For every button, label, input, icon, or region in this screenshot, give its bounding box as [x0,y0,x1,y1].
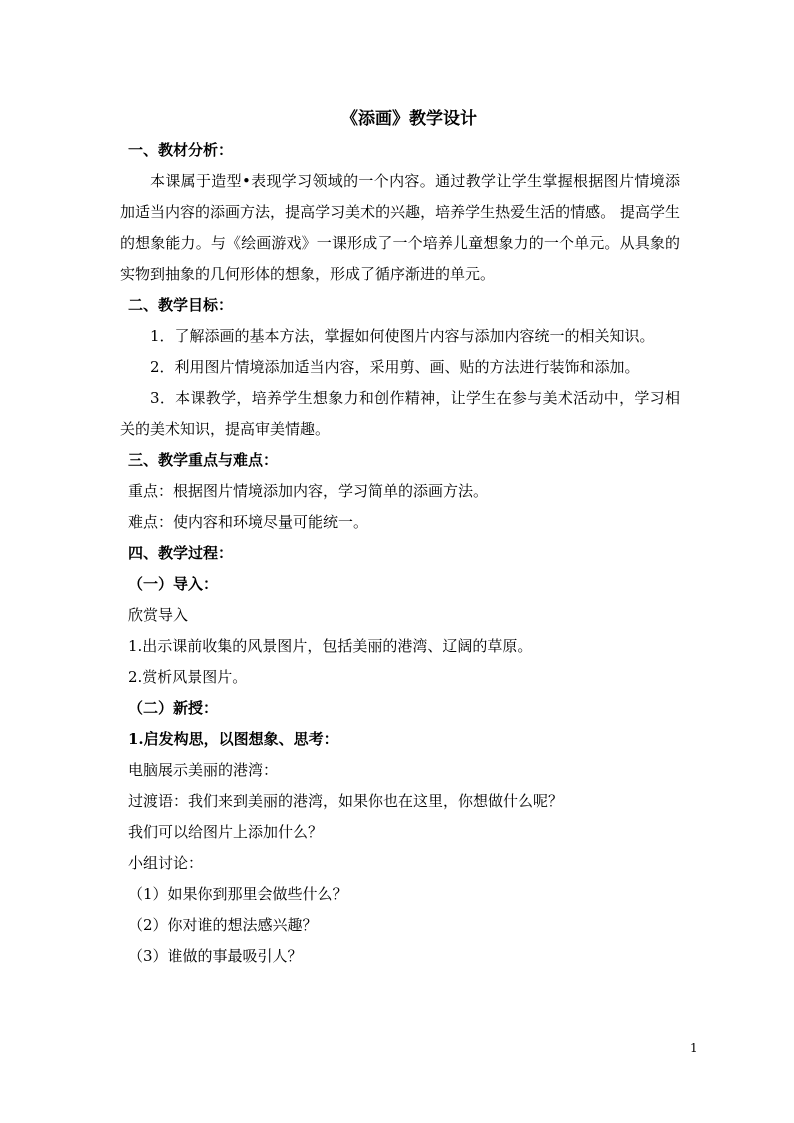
objective-item-2: 2．利用图片情境添加适当内容，采用剪、画、贴的方法进行装饰和添加。 [150,358,640,376]
page-number: 1 [690,1041,698,1055]
section-heading-analysis: 一、教材分析： [128,141,234,159]
difficult-point: 难点：使内容和环境尽量可能统一。 [128,513,369,531]
discussion-question-1: （1）如果你到那里会做些什么？ [128,885,348,903]
new-lesson-line-3: 我们可以给图片上添加什么？ [128,823,324,841]
section-heading-objectives: 二、教学目标： [128,296,234,314]
objective-item-3: 3．本课教学，培养学生想象力和创作精神，让学生在参与美术活动中，学习相关的美术知识，提高审美情趣。 [120,389,680,438]
introduction-line-2: 1.出示课前收集的风景图片，包括美丽的港湾、辽阔的草原。 [128,637,533,655]
analysis-paragraph: 本课属于造型•表现学习领域的一个内容。通过教学让学生掌握根据图片情境添加适当内容的添画方法，提高学习美术的兴趣，培养学生热爱生活的情感。 提高学生的想象能力。与《绘画游戏》一课形成了一个培养儿童想象力的一个单元。从具象的实物到抽象的几何形体的想象，形成了循序渐进的单元。 [120,172,680,283]
section-heading-key-difficult: 三、教学重点与难点： [128,451,279,469]
discussion-question-2: （2）你对谁的想法感兴趣？ [128,916,318,934]
part-heading-new-lesson: （二）新授： [128,699,219,717]
introduction-line-3: 2.赏析风景图片。 [128,668,248,686]
page-title: 《添画》教学设计 [341,109,477,129]
key-point: 重点：根据图片情境添加内容，学习简单的添画方法。 [128,482,489,500]
introduction-line-1: 欣赏导入 [128,606,189,624]
discussion-question-3: （3）谁做的事最吸引人？ [128,947,303,965]
part-heading-introduction: （一）导入： [128,575,219,593]
new-lesson-line-1: 电脑展示美丽的港湾： [128,761,279,779]
section-heading-process: 四、教学过程： [128,544,234,562]
new-lesson-subheading: 1.启发构思，以图想象、思考： [128,730,339,748]
document-body [120,103,680,972]
objective-item-1: 1．了解添画的基本方法，掌握如何使图片内容与添加内容统一的相关知识。 [150,327,655,345]
new-lesson-line-2: 过渡语：我们来到美丽的港湾，如果你也在这里，你想做什么呢？ [128,792,564,810]
new-lesson-line-4: 小组讨论： [128,854,204,872]
